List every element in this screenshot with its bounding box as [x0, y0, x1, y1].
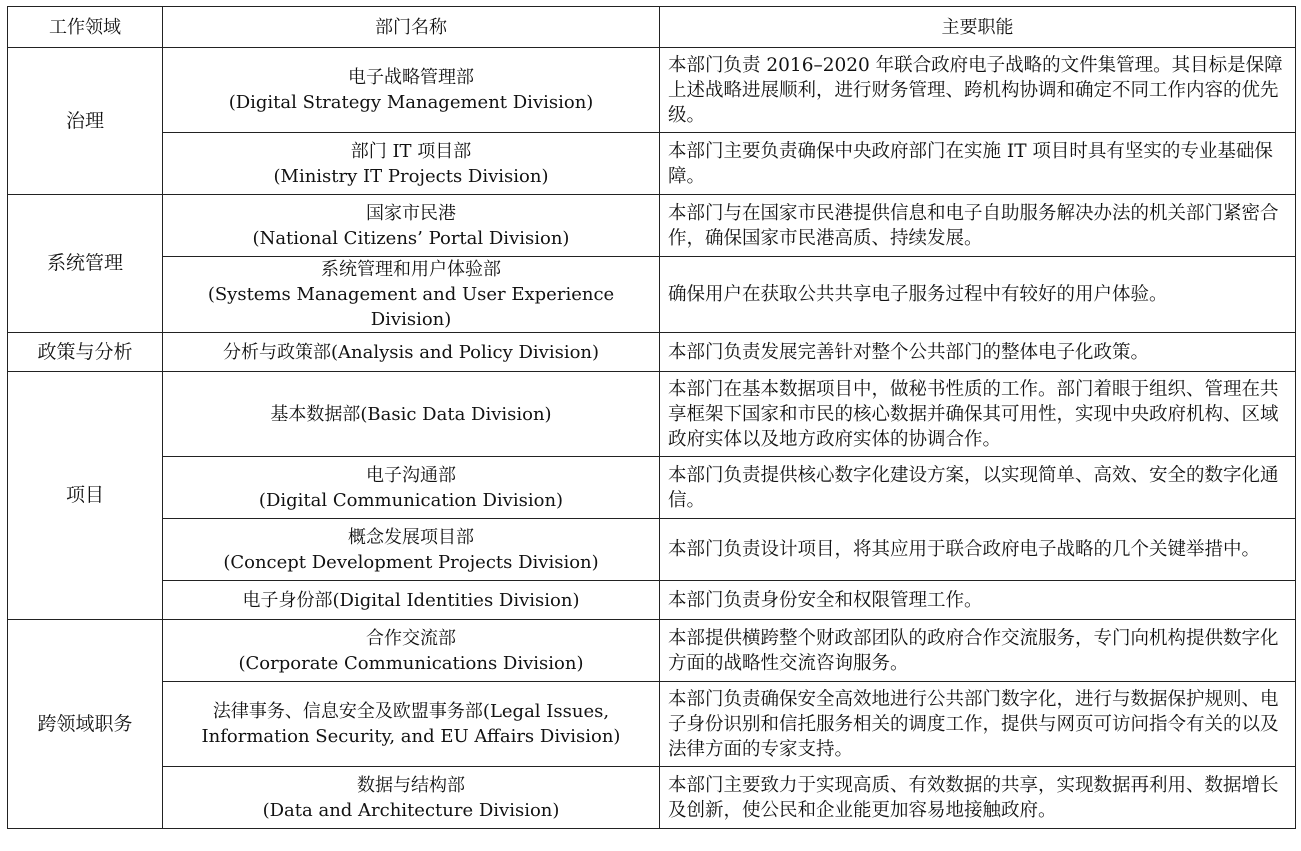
area-cell: 系统管理	[8, 195, 163, 333]
table-row	[8, 133, 1296, 195]
function-cell: 本部门负责确保安全高效地进行公共部门数字化，进行与数据保护规则、电子身份识别和信托服务相关的调度工作，提供与网页可访问指令有关的以及法律方面的专家支持。	[660, 682, 1296, 767]
dept-cell	[163, 257, 660, 333]
dept-name-en: (Digital Strategy Management Division)	[228, 92, 594, 113]
dept-cell	[163, 457, 660, 519]
function-cell: 本部门负责提供核心数字化建设方案，以实现简单、高效、安全的数字化通信。	[660, 457, 1296, 519]
table-row	[8, 257, 1296, 333]
dept-name-en: (National Citizens’ Portal Division)	[252, 227, 570, 249]
area-cell: 政策与分析	[8, 333, 163, 372]
dept-cell	[163, 620, 660, 682]
area-cell: 项目	[8, 372, 163, 620]
dept-name-en: (Concept Development Projects Division)	[223, 551, 599, 573]
dept-cell	[163, 519, 660, 581]
dept-cell	[163, 682, 660, 767]
dept-cell	[163, 767, 660, 829]
table-row	[8, 195, 1296, 257]
dept-cell	[163, 48, 660, 133]
table-row	[8, 333, 1296, 372]
header-function: 主要职能	[660, 7, 1296, 48]
dept-name-cn: 国家市民港	[366, 202, 456, 224]
departments-table	[7, 6, 1296, 829]
function-cell: 本部门负责身份安全和权限管理工作。	[660, 581, 1296, 620]
function-cell: 本部门在基本数据项目中，做秘书性质的工作。部门着眼于组织、管理在共享框架下国家和市民的核心数据并确保其可用性，实现中央政府机构、区域政府实体以及地方政府实体的协调合作。	[660, 372, 1296, 457]
function-cell: 本部门负责发展完善针对整个公共部门的整体电子化政策。	[660, 333, 1296, 372]
dept-name-en: (Corporate Communications Division)	[238, 652, 584, 674]
table-row	[8, 519, 1296, 581]
dept-cell	[163, 133, 660, 195]
table-row	[8, 682, 1296, 767]
dept-name-cn: 分析与政策部(Analysis and Policy Division)	[222, 341, 600, 363]
function-cell: 本部门负责 2016–2020 年联合政府电子战略的文件集管理。其目标是保障上述战略进展顺利，进行财务管理、跨机构协调和确定不同工作内容的优先级。	[660, 48, 1296, 133]
function-cell: 本部门主要负责确保中央政府部门在实施 IT 项目时具有坚实的专业基础保障。	[660, 133, 1296, 195]
dept-name-cn: 数据与结构部	[357, 774, 465, 796]
dept-cell	[163, 333, 660, 372]
table-row	[8, 620, 1296, 682]
header-row	[8, 7, 1296, 48]
header-area: 工作领域	[8, 7, 163, 48]
dept-name-en: Information Security, and EU Affairs Division)	[201, 726, 621, 747]
dept-name-cn: 电子沟通部	[366, 464, 456, 486]
dept-name-cn: 法律事务、信息安全及欧盟事务部(Legal Issues,	[212, 701, 610, 722]
dept-name-cn: 概念发展项目部	[348, 526, 474, 548]
dept-name-cn: 电子战略管理部	[348, 67, 474, 88]
dept-name-cn: 合作交流部	[366, 627, 456, 649]
table-row	[8, 457, 1296, 519]
dept-name-en: (Digital Communication Division)	[258, 489, 564, 511]
dept-name-cn: 部门 IT 项目部	[350, 140, 472, 162]
table-row	[8, 48, 1296, 133]
dept-cell	[163, 195, 660, 257]
dept-name-en: (Data and Architecture Division)	[262, 799, 560, 821]
dept-cell	[163, 372, 660, 457]
dept-name-en: (Ministry IT Projects Division)	[273, 165, 549, 187]
dept-name-en: (Systems Management and User Experience Division)	[207, 284, 615, 330]
function-cell: 本部提供横跨整个财政部团队的政府合作交流服务，专门向机构提供数字化方面的战略性交流咨询服务。	[660, 620, 1296, 682]
function-cell: 确保用户在获取公共共享电子服务过程中有较好的用户体验。	[660, 257, 1296, 333]
dept-name-cn: 基本数据部(Basic Data Division)	[270, 403, 552, 425]
function-cell: 本部门与在国家市民港提供信息和电子自助服务解决办法的机关部门紧密合作，确保国家市民港高质、持续发展。	[660, 195, 1296, 257]
area-cell: 治理	[8, 48, 163, 195]
header-dept: 部门名称	[163, 7, 660, 48]
function-cell: 本部门负责设计项目，将其应用于联合政府电子战略的几个关键举措中。	[660, 519, 1296, 581]
table-row	[8, 767, 1296, 829]
table-row	[8, 372, 1296, 457]
dept-name-cn: 电子身份部(Digital Identities Division)	[242, 589, 580, 611]
area-cell: 跨领域职务	[8, 620, 163, 829]
dept-name-cn: 系统管理和用户体验部	[321, 259, 501, 280]
dept-cell	[163, 581, 660, 620]
table-row	[8, 581, 1296, 620]
function-cell: 本部门主要致力于实现高质、有效数据的共享，实现数据再利用、数据增长及创新，使公民和企业能更加容易地接触政府。	[660, 767, 1296, 829]
